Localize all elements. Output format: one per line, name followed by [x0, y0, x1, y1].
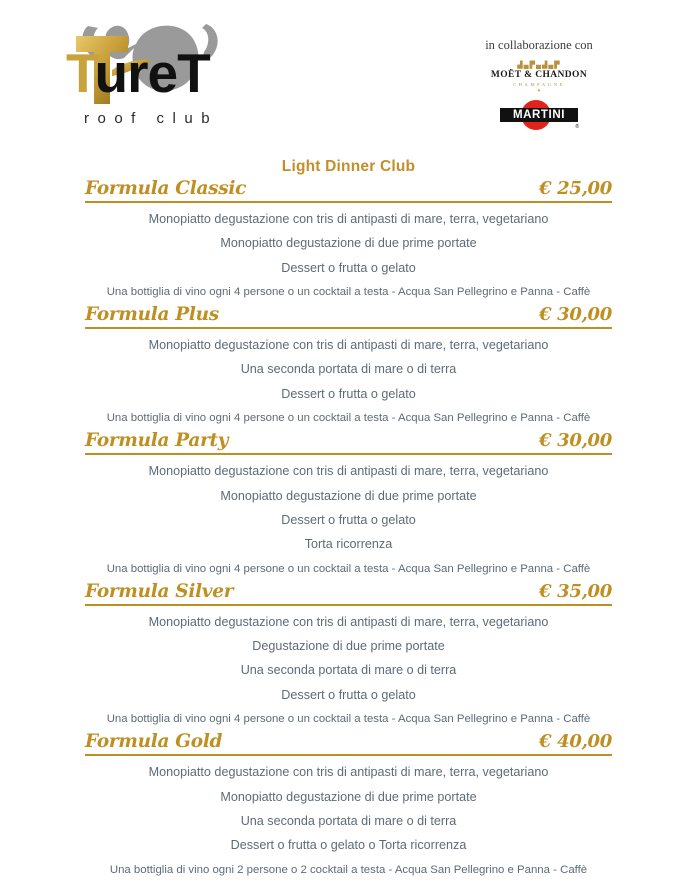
formula-section — [85, 731, 612, 881]
formula-item: Dessert o frutta o gelato — [281, 386, 416, 401]
formula-divider — [85, 754, 612, 756]
moet-star-icon: ✦ — [536, 88, 542, 94]
formula-name: Formula Party — [85, 430, 229, 452]
brand-tagline: roof club — [84, 110, 219, 127]
menu-body — [0, 158, 697, 882]
collaboration-title: in collaborazione con — [485, 38, 593, 52]
moet-chandon-logo — [459, 62, 619, 94]
formula-note: Una bottiglia di vino ogni 4 persone o un cocktail a testa - Acqua San Pellegrino e Panna - Caffè — [106, 285, 591, 298]
brand-wordmark-rest: ureT — [94, 42, 210, 104]
formula-note: Una bottiglia di vino ogni 2 persone o 2 cocktail a testa - Acqua San Pellegrino e Panna - Caffè — [109, 863, 588, 876]
formula-list — [85, 178, 612, 882]
martini-logo — [500, 100, 578, 130]
formula-note: Una bottiglia di vino ogni 4 persone o un cocktail a testa - Acqua San Pellegrino e Panna - Caffè — [106, 562, 591, 575]
formula-item: Monopiatto degustazione con tris di antipasti di mare, terra, vegetariano — [148, 614, 549, 629]
formula-items — [85, 333, 612, 430]
formula-price: € 40,00 — [538, 731, 612, 753]
formula-price: € 30,00 — [538, 430, 612, 452]
formula-item: Degustazione di due prime portate — [252, 639, 445, 654]
formula-item: Una seconda portata di mare o di terra — [240, 362, 457, 377]
formula-items — [85, 207, 612, 304]
formula-header — [85, 178, 612, 201]
moet-chandon-name: MOËT & CHANDON — [490, 70, 588, 80]
formula-name: Formula Classic — [85, 178, 247, 199]
page-header — [0, 0, 697, 140]
formula-item: Una seconda portata di mare o di terra — [240, 813, 457, 828]
formula-header — [85, 731, 612, 754]
formula-section — [85, 304, 612, 430]
moet-chandon-subtitle: CHAMPAGNE — [512, 82, 566, 87]
brand-wordmark-initial: T — [66, 42, 95, 104]
formula-item: Dessert o frutta o gelato — [281, 687, 416, 702]
formula-item: Monopiatto degustazione con tris di antipasti di mare, terra, vegetariano — [148, 212, 549, 226]
formula-note: Una bottiglia di vino ogni 4 persone o un cocktail a testa - Acqua San Pellegrino e Panna - Caffè — [106, 412, 591, 425]
formula-header — [85, 304, 612, 327]
formula-price: € 30,00 — [538, 304, 612, 326]
formula-divider — [85, 604, 612, 606]
formula-header — [85, 581, 612, 604]
formula-item: Dessert o frutta o gelato o Torta ricorrenza — [230, 838, 467, 853]
formula-section — [85, 430, 612, 580]
collaboration-block — [459, 38, 619, 130]
crown-icon: ▟▄▛▄▟▄▛ — [517, 62, 561, 69]
formula-items — [85, 459, 612, 580]
formula-item: Torta ricorrenza — [304, 537, 393, 552]
formula-divider — [85, 201, 612, 203]
formula-item: Monopiatto degustazione di due prime portate — [220, 236, 477, 251]
formula-item: Monopiatto degustazione con tris di antipasti di mare, terra, vegetariano — [148, 338, 549, 353]
formula-divider — [85, 453, 612, 455]
menu-title: Light Dinner Club — [281, 158, 416, 175]
formula-section — [85, 581, 612, 731]
formula-price: € 25,00 — [538, 178, 612, 199]
formula-item: Monopiatto degustazione con tris di antipasti di mare, terra, vegetariano — [148, 765, 549, 780]
martini-registered-mark: ® — [575, 124, 579, 130]
martini-name: MARTINI — [500, 108, 578, 122]
brand-logo — [66, 18, 296, 130]
formula-divider — [85, 327, 612, 329]
formula-item: Dessert o frutta o gelato — [281, 260, 416, 275]
formula-item: Monopiatto degustazione di due prime portate — [220, 488, 477, 503]
formula-items — [85, 610, 612, 731]
formula-name: Formula Plus — [85, 304, 219, 326]
formula-item: Monopiatto degustazione con tris di antipasti di mare, terra, vegetariano — [148, 464, 549, 479]
formula-header — [85, 430, 612, 453]
formula-section — [85, 178, 612, 304]
formula-price: € 35,00 — [538, 580, 612, 602]
formula-item: Una seconda portata di mare o di terra — [240, 663, 457, 678]
formula-item: Monopiatto degustazione di due prime portate — [220, 789, 477, 804]
formula-name: Formula Gold — [85, 731, 223, 753]
formula-items — [85, 760, 612, 881]
brand-wordmark — [66, 42, 296, 104]
formula-note: Una bottiglia di vino ogni 4 persone o un cocktail a testa - Acqua San Pellegrino e Panna - Caffè — [106, 713, 591, 726]
formula-name: Formula Silver — [85, 580, 234, 602]
formula-item: Dessert o frutta o gelato — [281, 512, 416, 527]
